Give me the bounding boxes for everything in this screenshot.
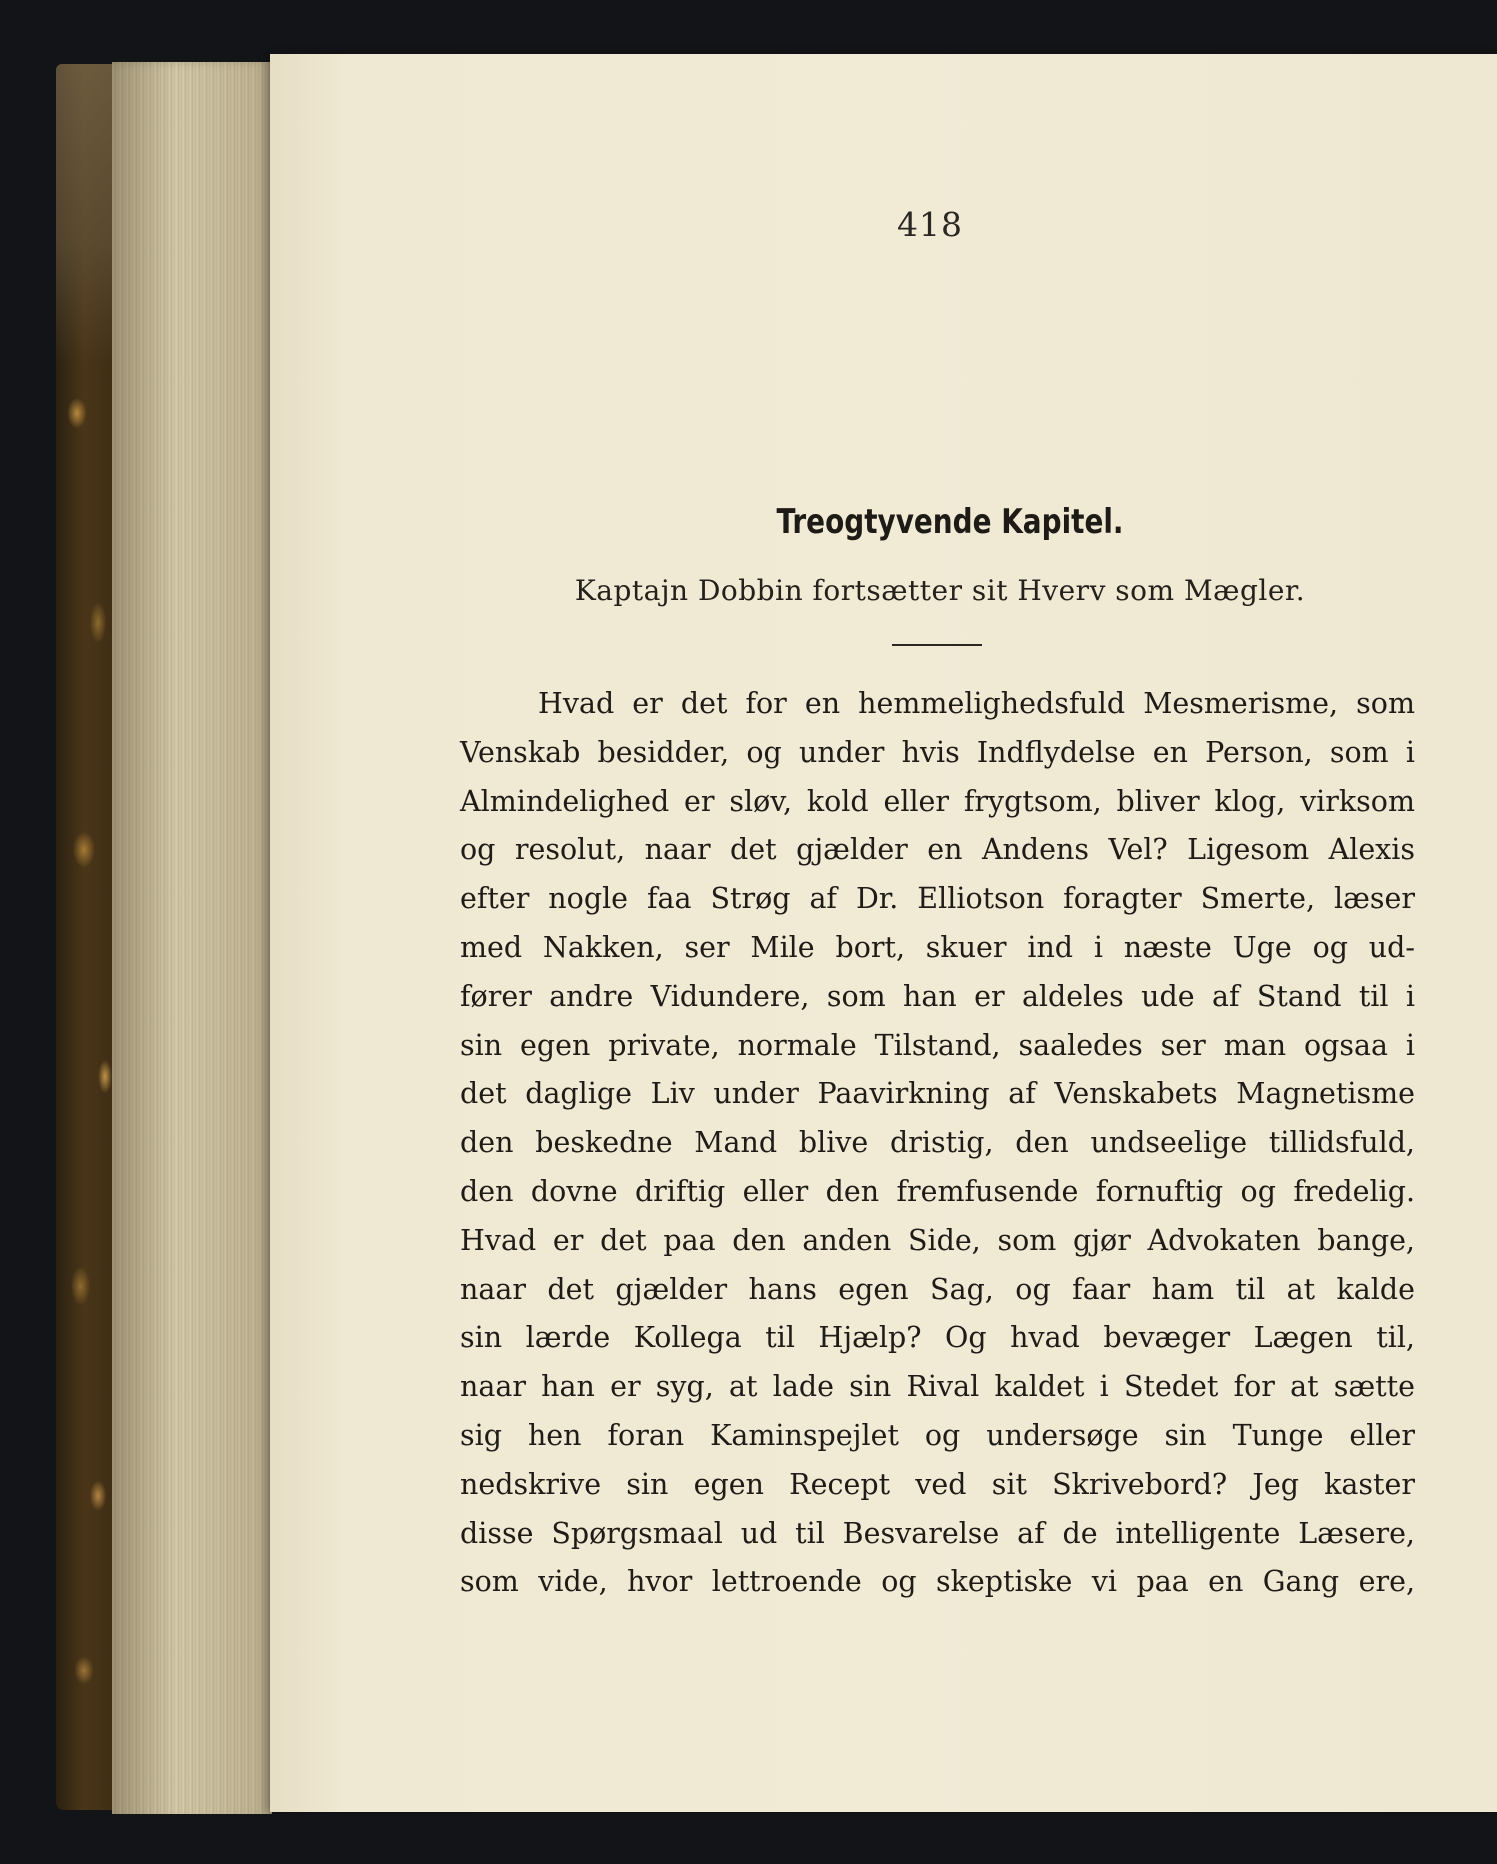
body-line: sig hen foran Kaminspejlet og undersøge sin Tunge eller [460,1418,1415,1452]
body-line: naar det gjælder hans egen Sag, og faar ham til at kalde [460,1272,1415,1306]
body-line: den beskedne Mand blive dristig, den undseelige tillidsfuld, [460,1126,1415,1160]
page-number: 418 [897,205,963,244]
page-edges-shade [112,62,272,1820]
body-line: sin lærde Kollega til Hjælp? Og hvad bevæger Lægen til, [460,1321,1415,1355]
body-line: fører andre Vidundere, som han er aldeles ude af Stand til i [460,979,1415,1013]
chapter-title: Treogtyvende Kapitel. [776,502,1124,542]
body-line: som vide, hvor lettroende og skeptiske vi paa en Gang ere, [460,1565,1415,1599]
chapter-subtitle: Kaptajn Dobbin fortsætter sit Hverv som Mægler. [574,574,1306,607]
body-line: det daglige Liv under Paavirkning af Venskabets Magnetisme [460,1077,1415,1111]
body-line: disse Spørgsmaal ud til Besvarelse af de intelligente Læsere, [460,1516,1415,1550]
body-line: med Nakken, ser Mile bort, skuer ind i næste Uge og ud- [460,930,1415,964]
body-line: efter nogle faa Strøg af Dr. Elliotson foragter Smerte, læser [460,882,1415,916]
body-line: sin egen private, normale Tilstand, saaledes ser man ogsaa i [460,1028,1415,1062]
body-line: og resolut, naar det gjælder en Andens Vel? Ligesom Alexis [460,833,1415,867]
body-line: naar han er syg, at lade sin Rival kaldet i Stedet for at sætte [460,1370,1415,1404]
body-line: Venskab besidder, og under hvis Indflydelse en Person, som i [460,735,1415,769]
body-line: den dovne driftig eller den fremfusende fornuftig og fredelig. [460,1174,1415,1208]
title-divider [892,644,982,646]
body-line: Almindelighed er sløv, kold eller frygtsom, bliver klog, virksom [460,784,1415,818]
scan-background-bottom [0,1814,1497,1864]
body-line: Hvad er det for en hemmelighedsfuld Mesmerisme, som [538,687,1415,720]
body-text [460,680,1415,1607]
body-line: nedskrive sin egen Recept ved sit Skrivebord? Jeg kaster [460,1467,1415,1501]
body-line: Hvad er det paa den anden Side, som gjør Advokaten bange, [460,1223,1415,1257]
